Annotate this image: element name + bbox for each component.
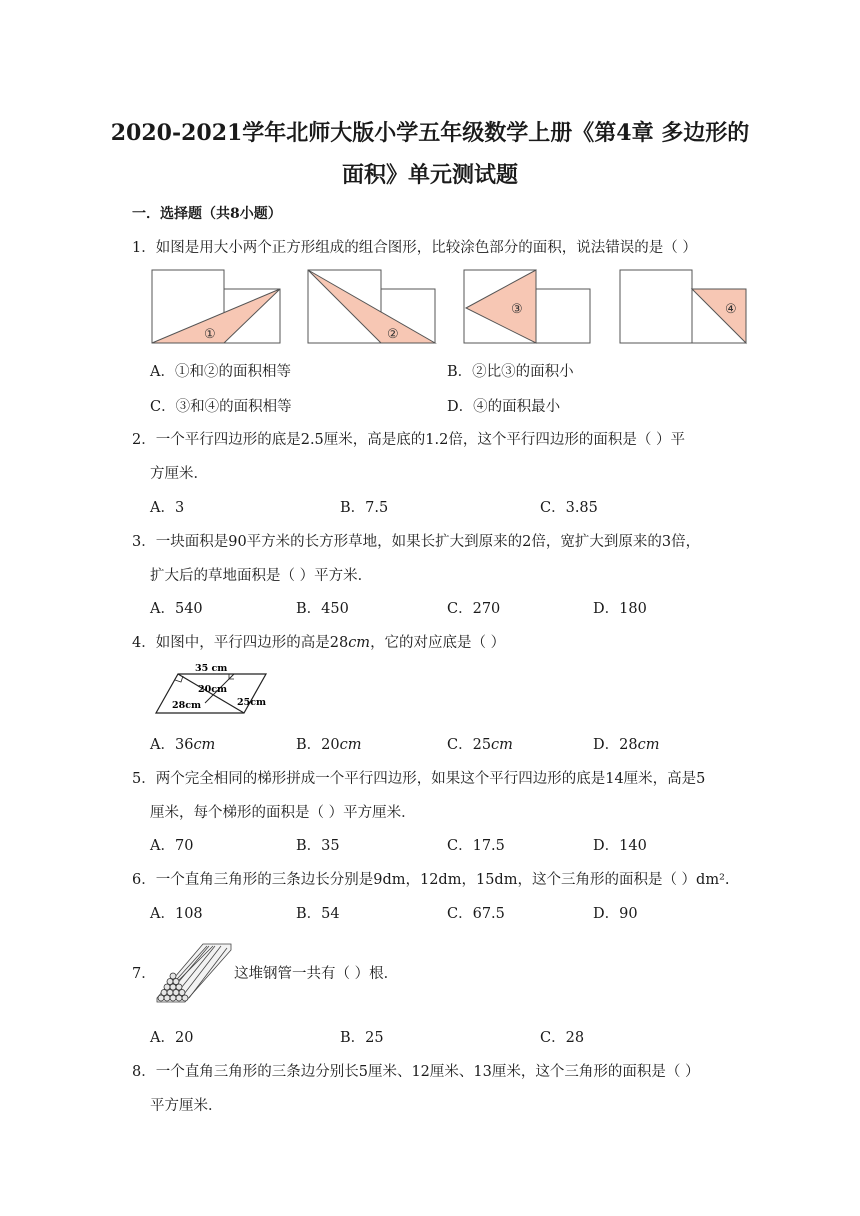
figure-3 (464, 270, 590, 343)
question-6-text: 6．一个直角三角形的三条边长分别是9dm，12dm，15dm，这个三角形的面积是（ ）dm². (132, 872, 730, 888)
figure-3-label: ③ (511, 302, 523, 317)
question-4-figure (148, 660, 272, 720)
question-5-line-2: 厘米，每个梯形的面积是（ ）平方厘米． (150, 805, 416, 821)
q1-option-d: D．④的面积最小 (447, 399, 561, 415)
q6-option-d: D．90 (593, 906, 638, 922)
question-2-line-1: 2．一个平行四边形的底是2.5厘米，高是底的1.2倍，这个平行四边形的面积是（ ）平 (132, 432, 685, 448)
question-5-line-1: 5．两个完全相同的梯形拼成一个平行四边形，如果这个平行四边形的底是14厘米，高是5 (132, 771, 706, 787)
q7-option-c: C．28 (540, 1030, 585, 1046)
fig4-label-28cm: 28cm (172, 700, 202, 711)
fig4-label-20cm: 20cm (198, 684, 228, 695)
title-line-1: 2020-2021学年北师大版小学五年级数学上册《第4章 多边形的 (110, 120, 750, 146)
q6-option-a: A．108 (150, 906, 203, 922)
q6-option-c: C．67.5 (447, 906, 505, 922)
question-4-text: 4．如图中，平行四边形的高是28cm，它的对应底是（ ） (132, 635, 506, 651)
figure-4 (620, 270, 746, 343)
figure-1 (152, 270, 280, 343)
question-1-text: 1．如图是用大小两个正方形组成的组合图形，比较涂色部分的面积，说法错误的是（ ） (132, 240, 697, 256)
q1-option-c: C．③和④的面积相等 (150, 399, 292, 415)
q5-option-b: B．35 (296, 838, 340, 854)
q5-option-c: C．17.5 (447, 838, 505, 854)
q4-option-d: D．28cm (593, 737, 660, 753)
question-1-figures (150, 268, 750, 346)
question-2-line-2: 方厘米． (150, 466, 208, 482)
question-3-line-2: 扩大后的草地面积是（ ）平方米． (150, 568, 373, 584)
q2-option-a: A．3 (150, 500, 185, 516)
figure-4-label: ④ (725, 302, 737, 317)
question-8-line-1: 8．一个直角三角形的三条边分别长5厘米、12厘米、13厘米，这个三角形的面积是（ ） (132, 1064, 700, 1080)
q4-option-b: B．20cm (296, 737, 362, 753)
steel-pipes-figure (155, 938, 233, 1004)
q3-option-d: D．180 (593, 601, 647, 617)
q1-option-b: B．②比③的面积小 (447, 364, 574, 380)
q2-option-b: B．7.5 (340, 500, 389, 516)
question-8-line-2: 平方厘米． (150, 1098, 223, 1114)
figure-2 (308, 270, 435, 343)
q3-option-c: C．270 (447, 601, 501, 617)
q3-option-b: B．450 (296, 601, 349, 617)
fig4-label-25cm: 25cm (237, 697, 267, 708)
q7-option-b: B．25 (340, 1030, 384, 1046)
figure-1-label: ① (204, 327, 216, 342)
q1-option-a: A．①和②的面积相等 (150, 364, 291, 380)
q5-option-d: D．140 (593, 838, 647, 854)
question-7-number: 7． (132, 966, 156, 982)
q4-option-a: A．36cm (150, 737, 216, 753)
q4-option-c: C．25cm (447, 737, 513, 753)
q3-option-a: A．540 (150, 601, 203, 617)
q7-option-a: A．20 (150, 1030, 194, 1046)
fig4-label-35cm: 35 cm (195, 663, 228, 674)
figure-2-label: ② (387, 327, 399, 342)
section-heading: 一．选择题（共8小题） (132, 206, 282, 222)
question-3-line-1: 3．一块面积是90平方米的长方形草地，如果长扩大到原来的2倍，宽扩大到原来的3倍， (132, 534, 701, 550)
q6-option-b: B．54 (296, 906, 340, 922)
q5-option-a: A．70 (150, 838, 194, 854)
question-7-text: 这堆钢管一共有（ ）根． (234, 966, 399, 982)
title-line-2: 面积》单元测试题 (341, 162, 518, 188)
q2-option-c: C．3.85 (540, 500, 598, 516)
